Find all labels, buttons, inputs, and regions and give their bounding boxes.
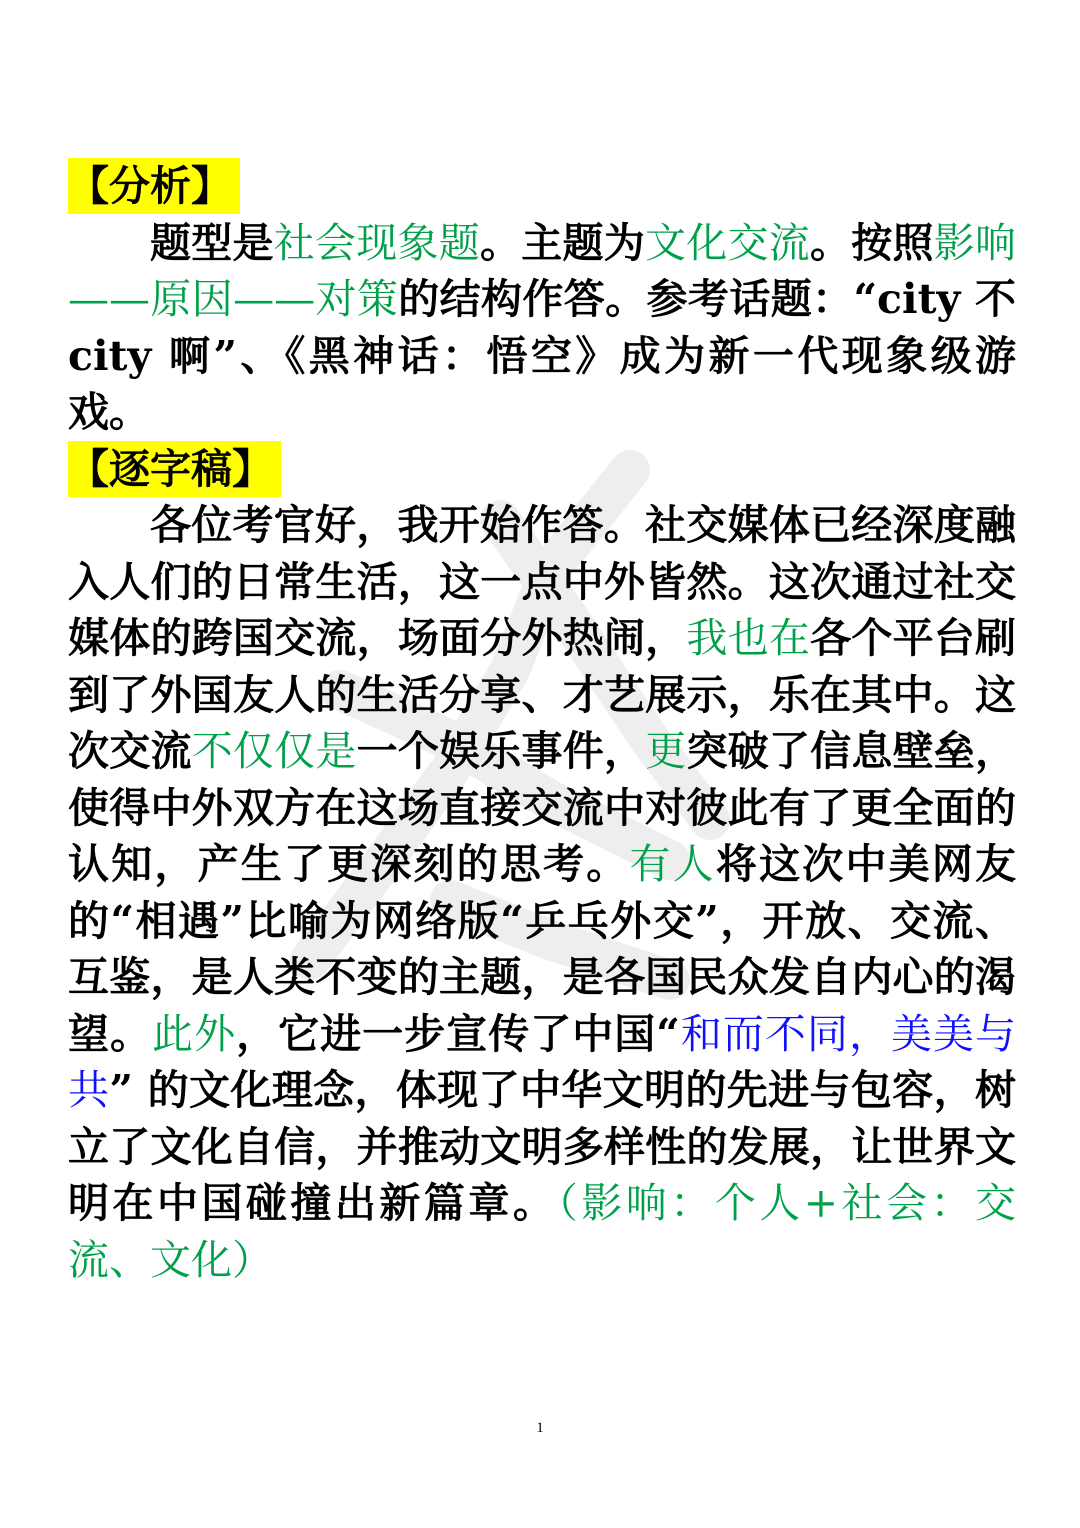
document-body [68,158,1016,1288]
green-highlight-text: 影响——原因——对策 [68,218,1016,323]
body-text: 。按照 [810,218,934,267]
green-highlight-text: 更 [645,727,687,775]
green-highlight-text: 社会现象题 [273,218,480,267]
body-text: 各位考官好，我开始作答。社交媒体已经深度融入人们的日常生活，这一点中外皆然。这次通过社交媒体的跨国交流，场面分外热闹， [68,501,1016,662]
analysis-heading: 【分析】 [68,158,240,214]
body-text: 题型是 [150,218,274,267]
body-text: 各个平台刷到了外国友人的生活分享、才艺展示，乐在其中。这次交流 [68,614,1017,775]
body-text: 将这次中美网友的“相遇”比喻为网络版“乒乓外交”，开放、交流、互鉴，是人类不变的主题，是各国民众发自内心的渴望。 [68,840,1017,1058]
green-highlight-text: 我也在 [686,614,811,662]
green-highlight-text: 有人 [629,840,716,888]
body-text: 。主题为 [480,218,645,267]
body-text: 突破了信息壁垒，使得中外双方在这场直接交流中对彼此有了更全面的认知，产生了更深刻的思考。 [68,727,1017,888]
body-text: ” 的文化理念，体现了中华文明的先进与包容，树立了文化自信，并推动文明多样性的发展，让世界文明在中国碰撞出新篇章。 [68,1066,1017,1227]
green-highlight-text: （影响：个人+社会：交流、文化） [68,1179,1016,1284]
analysis-paragraph [68,215,1016,441]
script-heading: 【逐字稿】 [68,441,281,497]
body-text: 一个娱乐事件， [356,727,646,775]
green-highlight-text: 文化交流 [645,218,810,267]
green-highlight-text: 不仅仅是 [191,727,357,775]
body-text: ，它进一步宣传了中国“ [236,1009,680,1058]
body-text: 的结构作答。参考话题：“city 不 city 啊”、《黑神话：悟空》成为新一代现象级游戏。 [68,275,1016,436]
page-number: 1 [536,1420,544,1436]
blue-highlight-text: 和而不同，美美与共 [68,1009,1017,1114]
green-highlight-text: 此外 [152,1009,237,1058]
script-paragraph [68,497,1016,1288]
